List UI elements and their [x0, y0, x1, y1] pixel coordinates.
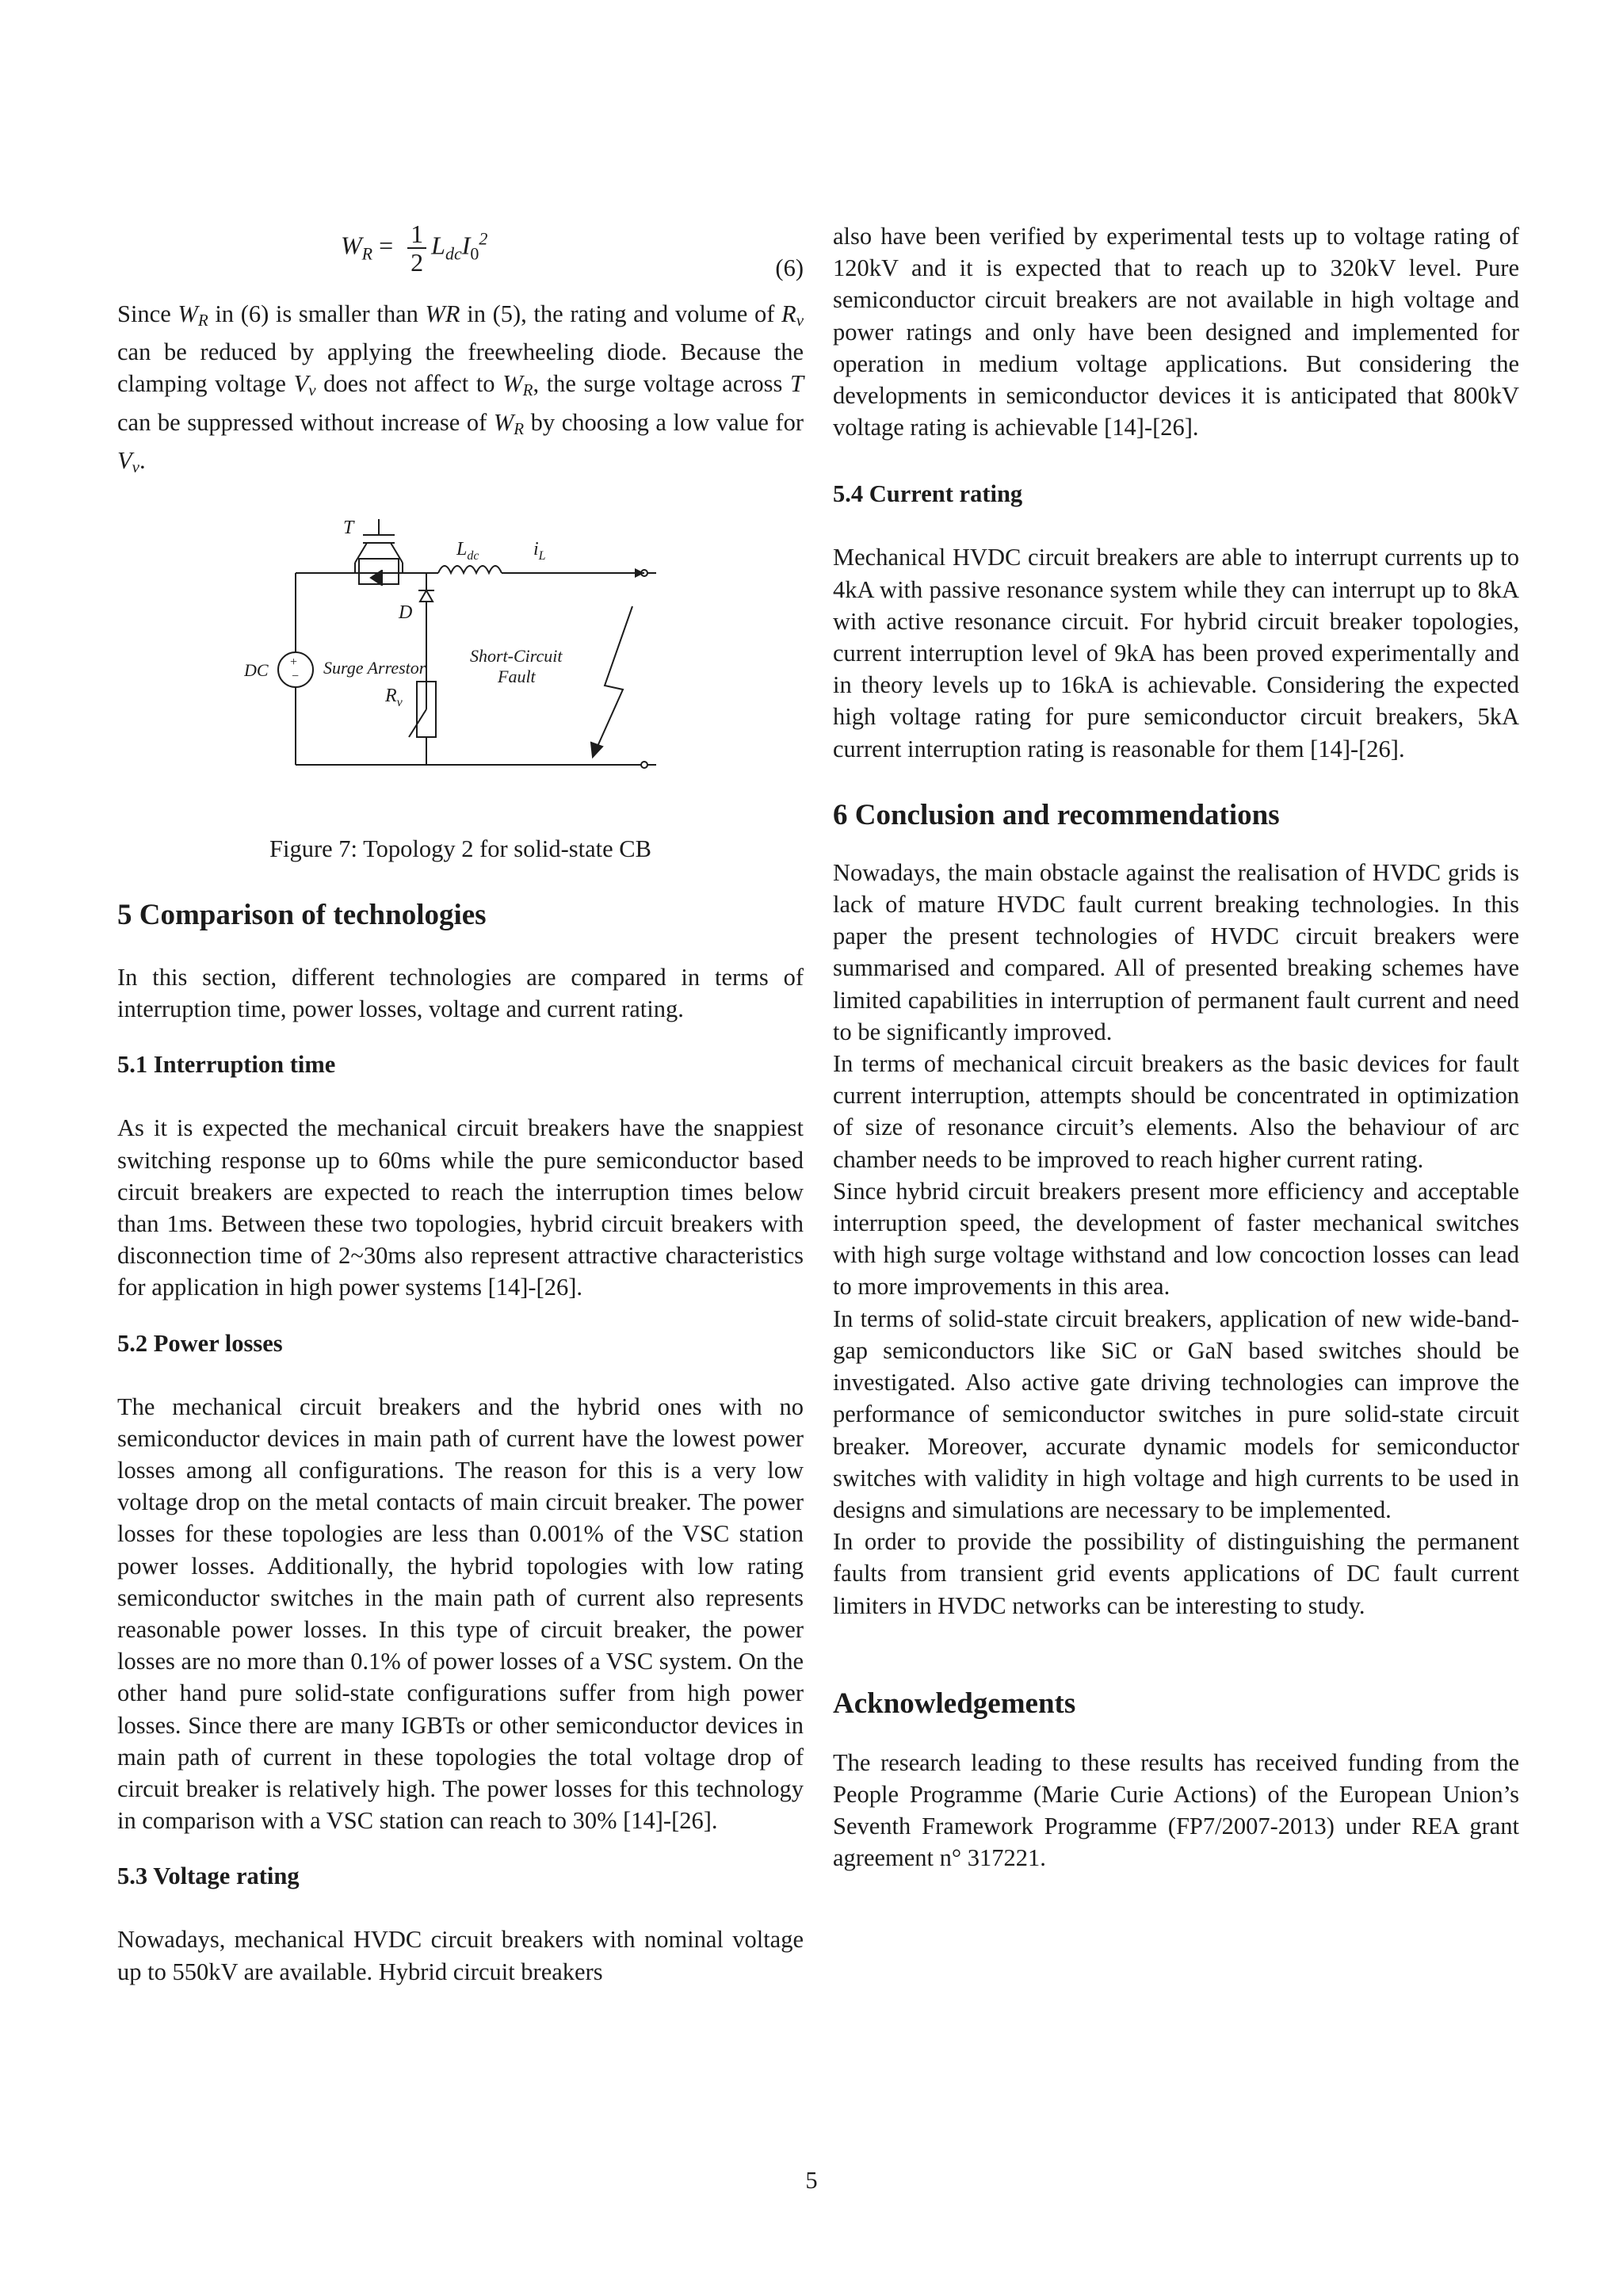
- paragraph-5-2: The mechanical circuit breakers and the hybrid ones with no semiconductor devices in main path of current have the lowest power losses among all configurations. The reason for this is a very low voltage drop on the metal contacts of main circuit breaker. The power losses for these topologies are less than 0.001% of the VSC station power losses. Additionally, the hybrid topologies with low rating semiconductor switches in the main path of current also represents reasonable power losses. In this type of circuit breaker, the power losses are no more than 0.1% of power losses of a VSC system. On the other hand pure solid-state configurations suffer from high power losses. Since there are many IGBTs or other semiconductor devices in main path of current in these topologies the total voltage drop of circuit breaker is relatively high. The power losses for this technology in comparison with a VSC station can reach to 30% [14]-[26].: [117, 1392, 804, 1835]
- equation-6: [117, 220, 804, 287]
- label-D: D: [399, 602, 413, 624]
- heading-section-6: 6 Conclusion and recommendations: [833, 798, 1280, 831]
- heading-5-2: 5.2 Power losses: [117, 1329, 283, 1357]
- paragraph-section-5: In this section, different technologies are compared in terms of interruption time, power losses, voltage and current rating.: [117, 964, 804, 1023]
- paragraph-freewheeling-diode: Since WR in (6) is smaller than WR in (5), the rating and volume of Rv can be reduced by applying the freewheeling diode. Because the clamping voltage Vv does not affect to WR, the surge voltage across T can be suppressed without increase of WR by choosing a low value for Vv.: [117, 300, 804, 476]
- paragraph-6b: In terms of mechanical circuit breakers as the basic devices for fault current interruption, attempts should be concentrated in optimization of size of resonance circuit’s elements. Also the behaviour of arc chamber needs to be improved to reach higher current rating.: [833, 1050, 1519, 1173]
- diode-icon: [420, 590, 433, 602]
- label-surge-arrestor: Surge Arrestor: [323, 658, 426, 678]
- heading-5-3: 5.3 Voltage rating: [117, 1862, 300, 1890]
- right-column: [833, 220, 1519, 1874]
- heading-5-1: 5.1 Interruption time: [117, 1051, 336, 1079]
- svg-text:−: −: [292, 670, 300, 684]
- page-number: 5: [805, 2167, 818, 2194]
- inductor-icon: [438, 566, 502, 573]
- equation-6-math: $W_R$ = $\frac{1}{2}$ $L_{dc}I_0^2$: [341, 220, 488, 277]
- paragraph-6a: Nowadays, the main obstacle against the realisation of HVDC grids is lack of mature HVDC fault current breaking technologies. In this paper the present technologies of HVDC circuit breakers were summarised and compared. All of presented breaking schemes have limited capabilities in interruption of permanent fault current and need to be significantly improved.: [833, 858, 1519, 1045]
- label-short-circuit: Short-Circuit: [470, 646, 563, 667]
- heading-acknowledgements: Acknowledgements: [833, 1687, 1076, 1720]
- label-T: T: [343, 519, 354, 539]
- left-column: [117, 220, 804, 1988]
- label-fault: Fault: [498, 667, 536, 687]
- circuit-diagram: [244, 519, 656, 781]
- figure-caption: Figure 7: Topology 2 for solid-state CB: [269, 835, 651, 863]
- heading-5-4: 5.4 Current rating: [833, 480, 1023, 508]
- fault-bolt-icon: [593, 606, 632, 757]
- paragraph-5-3: Nowadays, mechanical HVDC circuit breakers with nominal voltage up to 550kV are available. Hybrid circuit breakers: [117, 1926, 804, 1985]
- label-DC: DC: [244, 660, 269, 681]
- paragraph-6c: Since hybrid circuit breakers present more efficiency and acceptable interruption speed, the development of faster mechanical switches with high surge voltage withstand and low concoction losses can lead to more improvements in this area.: [833, 1177, 1519, 1301]
- paragraph-6e: In order to provide the possibility of distinguishing the permanent faults from transient grid events applications of DC fault current limiters in HVDC networks can be interesting to study.: [833, 1528, 1519, 1619]
- igbt-switch-icon: [355, 519, 403, 586]
- label-Rv: $R_v$: [385, 686, 403, 710]
- paragraph-acknowledgements: The research leading to these results has received funding from the People Programme (Marie Curie Actions) of the European Union’s Seventh Framework Programme (FP7/2007-2013) under REA grant agreement n° 317221.: [833, 1748, 1519, 1872]
- paragraph-5-4: Mechanical HVDC circuit breakers are able to interrupt currents up to 4kA with passive resonance system while they can interrupt up to 8kA with active resonance circuit. For hybrid circuit breaker topologies, current interruption level of 9kA has been proved experimentally and in theory levels up to 16kA is achievable. Considering the expected high voltage rating for pure semiconductor circuit breakers, 5kA current interruption rating is reasonable for them [14]-[26].: [833, 544, 1519, 762]
- terminal-bottom: [641, 762, 647, 768]
- paragraph-5-3-continued: also have been verified by experimental tests up to voltage rating of 120kV and it is expected that to reach up to 320kV level. Pure semiconductor circuit breakers are not available in high voltage and power ratings and only have been designed and implemented for operation in medium voltage applications. But considering the developments in semiconductor devices it is anticipated that 800kV voltage rating is achievable [14]-[26].: [833, 223, 1519, 441]
- figure-7: [117, 519, 804, 876]
- fraction-one-half: $\frac{1}{2}$: [407, 220, 426, 276]
- svg-text:+: +: [290, 655, 298, 670]
- heading-section-5: 5 Comparison of technologies: [117, 899, 487, 932]
- label-iL: $i_L$: [533, 539, 546, 563]
- label-Ldc: $L_{dc}$: [456, 539, 479, 563]
- paragraph-6d: In terms of solid-state circuit breakers, application of new wide-band-gap semiconductors like SiC or GaN based switches should be investigated. Also active gate driving technologies can improve the performance of semiconductor switches in pure solid-state circuit breaker. Moreover, accurate dynamic models for semiconductor switches with validity in high voltage and high currents to be used in designs and simulations are necessary to be implemented.: [833, 1305, 1519, 1523]
- equation-number: (6): [775, 254, 804, 281]
- paragraph-5-1: As it is expected the mechanical circuit breakers have the snappiest switching response up to 60ms while the pure semiconductor based circuit breakers are expected to reach the interruption times below than 1ms. Between these two topologies, hybrid circuit breakers with disconnection time of 2~30ms also represent attractive characteristics for application in high power systems [14]-[26].: [117, 1114, 804, 1301]
